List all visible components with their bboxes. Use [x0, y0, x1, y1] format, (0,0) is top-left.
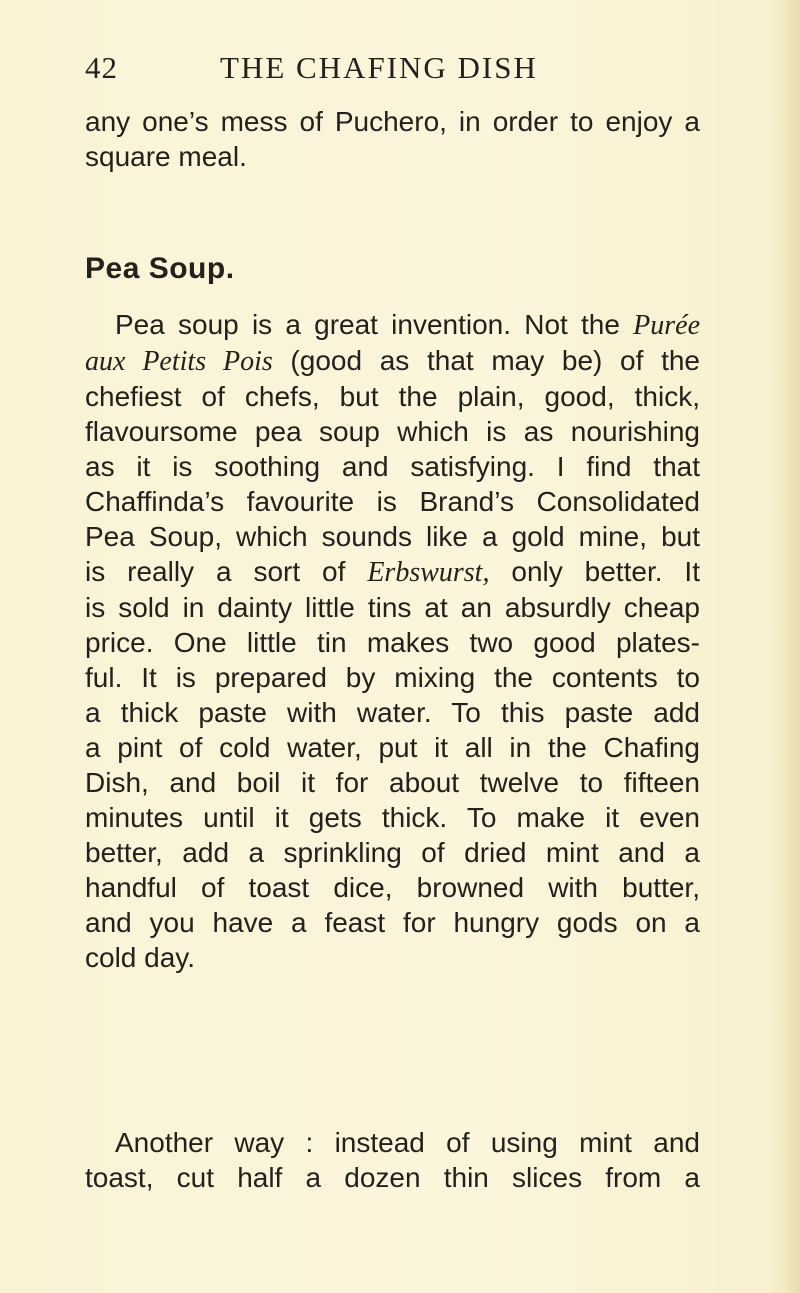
text-line: cold day. — [85, 942, 195, 973]
text-line: Dish, and boil it for about twelve to fifteen — [85, 767, 700, 798]
text-line: Another way : instead of using mint and — [115, 1127, 700, 1158]
text-line — [85, 307, 700, 343]
page-number: 42 — [85, 50, 118, 85]
text-line: as it is soothing and satisfying. I find that — [85, 451, 700, 482]
page-header — [85, 50, 705, 100]
intro-paragraph — [85, 104, 700, 174]
text-line: a thick paste with water. To this paste add — [85, 697, 700, 728]
text-segment: is really a sort of — [85, 556, 368, 587]
pea-soup-paragraph — [85, 307, 700, 975]
text-line: ful. It is prepared by mixing the contents to — [85, 662, 700, 693]
another-way-paragraph — [85, 1125, 700, 1195]
text-line: better, add a sprinkling of dried mint and a — [85, 837, 700, 868]
text-line: toast, cut half a dozen thin slices from a — [85, 1162, 700, 1193]
text-line: is sold in dainty little tins at an absurdly cheap — [85, 592, 700, 623]
text-line: chefiest of chefs, but the plain, good, thick, — [85, 381, 700, 412]
text-line: square meal. — [85, 141, 247, 172]
text-line: flavoursome pea soup which is as nourishing — [85, 416, 700, 447]
text-line: and you have a feast for hungry gods on a — [85, 907, 700, 938]
text-line: a pint of cold water, put it all in the Chafing — [85, 732, 700, 763]
section-title: Pea Soup. — [85, 252, 235, 285]
text-line: Chaffinda’s favourite is Brand’s Consolidated — [85, 486, 700, 517]
text-segment: (good as that may be) of the — [272, 345, 700, 376]
text-line: handful of toast dice, browned with butter, — [85, 872, 700, 903]
italic-term: aux Petits Pois — [85, 346, 273, 377]
text-segment: only better. It — [489, 556, 700, 587]
text-line — [85, 343, 700, 379]
text-line: any one’s mess of Puchero, in order to enjoy a — [85, 106, 700, 137]
italic-term: Purée — [633, 310, 700, 341]
text-line: minutes until it gets thick. To make it even — [85, 802, 700, 833]
text-line: price. One little tin makes two good plates- — [85, 627, 700, 658]
running-head: THE CHAFING DISH — [220, 50, 538, 85]
text-line: Pea Soup, which sounds like a gold mine, but — [85, 521, 700, 552]
italic-term: Erbswurst, — [367, 557, 490, 588]
text-segment: Pea soup is a great invention. Not the — [115, 309, 634, 340]
text-line — [85, 554, 700, 590]
page-edge-shadow — [786, 0, 800, 1293]
